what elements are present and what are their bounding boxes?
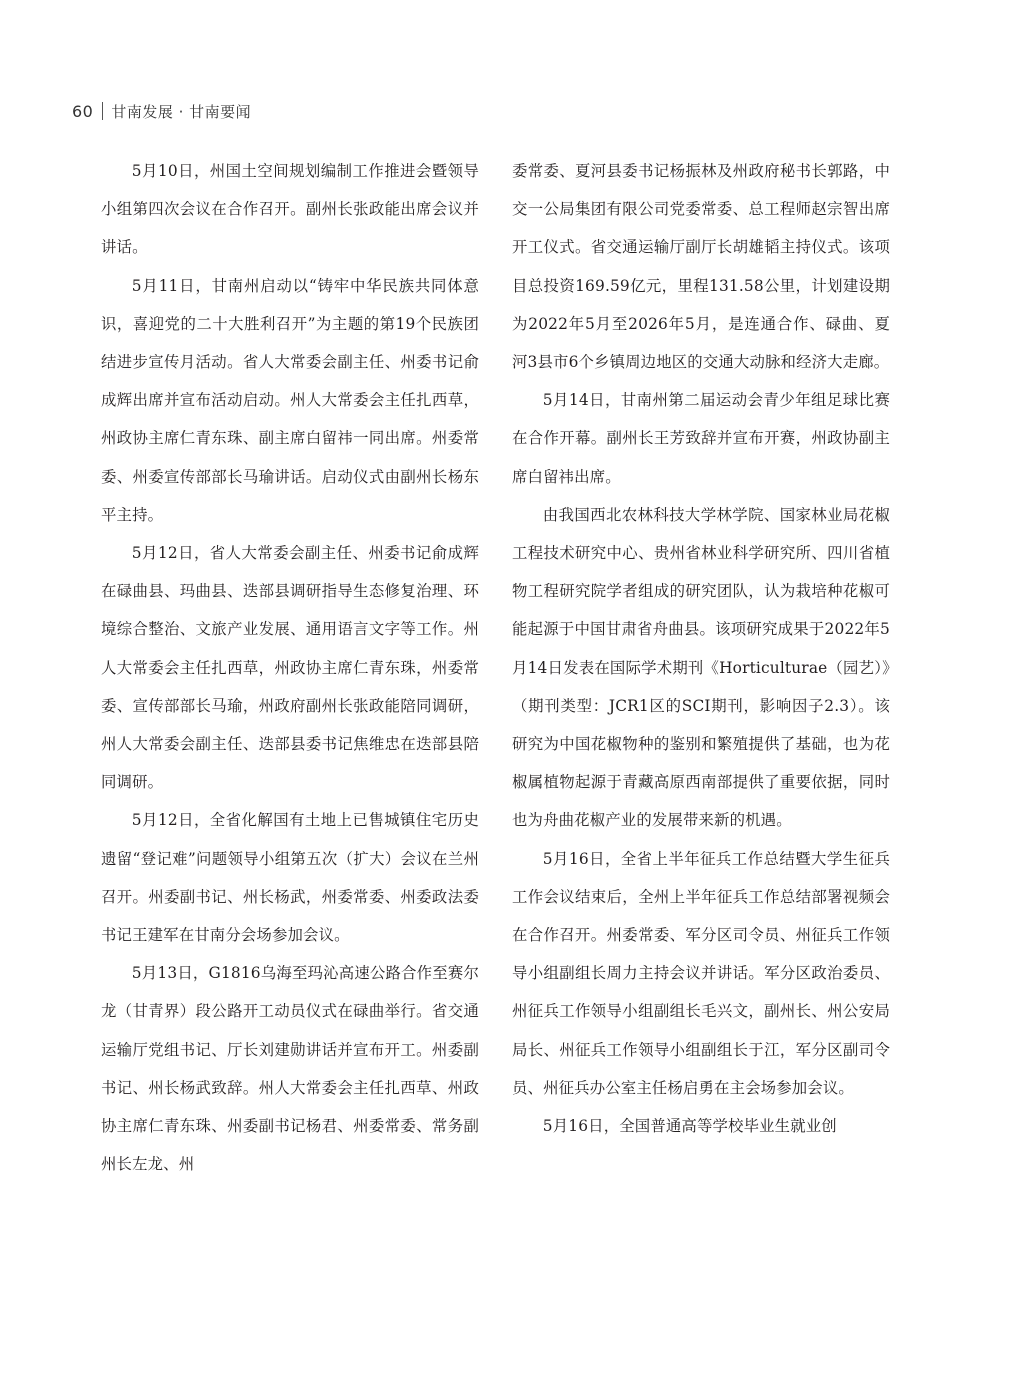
- left-column: [101, 152, 479, 1183]
- news-paragraph: 5月12日，全省化解国有土地上已售城镇住宅历史遗留“登记难”问题领导小组第五次（扩大）会议在兰州召开。州委副书记、州长杨武，州委常委、州委政法委书记王建军在甘南分会场参加会议。: [101, 811, 479, 945]
- right-column: [512, 152, 890, 1145]
- news-paragraph: 5月13日，G1816乌海至玛沁高速公路合作至赛尔龙（甘青界）段公路开工动员仪式在碌曲举行。省交通运输厅党组书记、厅长刘建勋讲话并宣布开工。州委副书记、州长杨武致辞。州人大常委会主任扎西草、州政协主席仁青东珠、州委副书记杨君、州委常委、常务副州长左龙、州: [101, 964, 479, 1174]
- news-paragraph: 由我国西北农林科技大学林学院、国家林业局花椒工程技术研究中心、贵州省林业科学研究所、四川省植物工程研究院学者组成的研究团队，认为栽培种花椒可能起源于中国甘肃省舟曲县。该项研究成果于2022年5月14日发表在国际学术期刊《Horticulturae（园艺）》（期刊类型：JCR1区的SCI期刊，影响因子2.3）。该研究为中国花椒物种的鉴别和繁殖提供了基础，也为花椒属植物起源于青藏高原西南部提供了重要依据，同时也为舟曲花椒产业的发展带来新的机遇。: [512, 505, 890, 830]
- news-paragraph: 5月16日，全省上半年征兵工作总结暨大学生征兵工作会议结束后，全州上半年征兵工作总结部署视频会在合作召开。州委常委、军分区司令员、州征兵工作领导小组副组长周力主持会议并讲话。军分区政治委员、州征兵工作领导小组副组长毛兴文，副州长、州公安局局长、州征兵工作领导小组副组长于江，军分区副司令员、州征兵办公室主任杨启勇在主会场参加会议。: [512, 849, 890, 1097]
- news-paragraph: 5月12日，省人大常委会副主任、州委书记俞成辉在碌曲县、玛曲县、迭部县调研指导生态修复治理、环境综合整治、文旅产业发展、通用语言文字等工作。州人大常委会主任扎西草，州政协主席仁青东珠，州委常委、宣传部部长马瑜，州政府副州长张政能陪同调研，州人大常委会副主任、迭部县委书记焦维忠在迭部县陪同调研。: [101, 544, 479, 792]
- news-paragraph: 5月14日，甘南州第二届运动会青少年组足球比赛在合作开幕。副州长王芳致辞并宣布开赛，州政协副主席白留祎出席。: [512, 391, 890, 486]
- page-number: 60: [72, 101, 94, 121]
- news-paragraph: 5月16日，全国普通高等学校毕业生就业创: [542, 1117, 837, 1136]
- header-divider: [102, 102, 103, 120]
- section-title: 甘南发展 · 甘南要闻: [111, 102, 252, 121]
- news-paragraph: 5月10日，州国土空间规划编制工作推进会暨领导小组第四次会议在合作召开。副州长张政能出席会议并讲话。: [101, 162, 479, 257]
- news-paragraph: 5月11日，甘南州启动以“铸牢中华民族共同体意识，喜迎党的二十大胜利召开”为主题的第19个民族团结进步宣传月活动。省人大常委会副主任、州委书记俞成辉出席并宣布活动启动。州人大常委会主任扎西草，州政协主席仁青东珠、副主席白留祎一同出席。州委常委、州委宣传部部长马瑜讲话。启动仪式由副州长杨东平主持。: [101, 276, 479, 524]
- page-header: [72, 100, 251, 122]
- news-paragraph-continued: 委常委、夏河县委书记杨振林及州政府秘书长郭路，中交一公局集团有限公司党委常委、总工程师赵宗智出席开工仪式。省交通运输厅副厅长胡雄韬主持仪式。该项目总投资169.59亿元，里程131.58公里，计划建设期为2022年5月至2026年5月，是连通合作、碌曲、夏河3县市6个乡镇周边地区的交通大动脉和经济大走廊。: [512, 162, 890, 372]
